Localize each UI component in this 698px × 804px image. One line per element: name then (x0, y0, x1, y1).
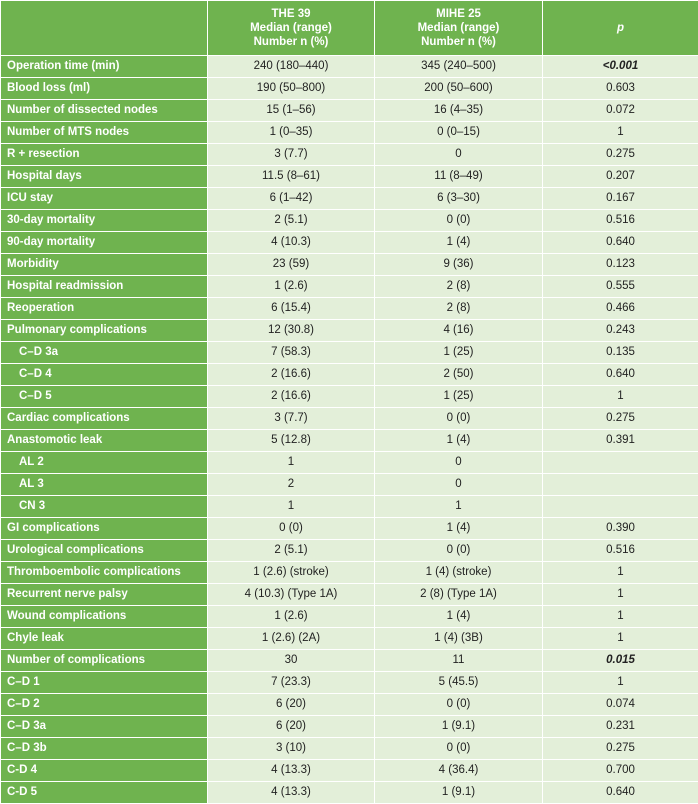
table-row (1, 430, 698, 452)
table-row (1, 56, 698, 78)
table-row (1, 562, 698, 584)
p-value-cell: 1 (543, 562, 698, 584)
table-row (1, 122, 698, 144)
row-label: Number of MTS nodes (1, 122, 208, 144)
header-mihe-25-number: Number n (%) (379, 35, 538, 49)
table-row (1, 166, 698, 188)
mihe-value-cell: 2 (8) (Type 1A) (375, 584, 543, 606)
row-label: Reoperation (1, 298, 208, 320)
row-label: Hospital days (1, 166, 208, 188)
row-label: Blood loss (ml) (1, 78, 208, 100)
p-value-cell: 0.466 (543, 298, 698, 320)
header-the-39-title: THE 39 (212, 7, 370, 21)
the-value-cell: 2 (208, 474, 375, 496)
table-row (1, 364, 698, 386)
mihe-value-cell: 0 (0–15) (375, 122, 543, 144)
table-row (1, 694, 698, 716)
table-header (1, 1, 698, 56)
mihe-value-cell: 1 (9.1) (375, 782, 543, 804)
the-value-cell: 4 (10.3) (208, 232, 375, 254)
the-value-cell: 4 (13.3) (208, 760, 375, 782)
row-label: Number of dissected nodes (1, 100, 208, 122)
the-value-cell: 190 (50–800) (208, 78, 375, 100)
table-row (1, 232, 698, 254)
p-value-cell: 0.391 (543, 430, 698, 452)
header-mihe-25 (375, 1, 543, 56)
table-row (1, 298, 698, 320)
the-value-cell: 23 (59) (208, 254, 375, 276)
row-label: C–D 3a (1, 342, 208, 364)
header-mihe-25-median: Median (range) (379, 21, 538, 35)
the-value-cell: 1 (2.6) (208, 276, 375, 298)
table-row (1, 628, 698, 650)
row-label: Chyle leak (1, 628, 208, 650)
p-value-cell: 0.231 (543, 716, 698, 738)
row-label: Operation time (min) (1, 56, 208, 78)
table-row (1, 496, 698, 518)
p-value-cell: 0.390 (543, 518, 698, 540)
table-row (1, 606, 698, 628)
row-label: C-D 4 (1, 760, 208, 782)
the-value-cell: 3 (7.7) (208, 144, 375, 166)
row-label: C–D 3a (1, 716, 208, 738)
mihe-value-cell: 2 (8) (375, 276, 543, 298)
the-value-cell: 240 (180–440) (208, 56, 375, 78)
p-value-cell: 0.603 (543, 78, 698, 100)
the-value-cell: 11.5 (8–61) (208, 166, 375, 188)
row-label: Pulmonary complications (1, 320, 208, 342)
table-row (1, 452, 698, 474)
table-row (1, 100, 698, 122)
table-row (1, 320, 698, 342)
mihe-value-cell: 0 (375, 144, 543, 166)
mihe-value-cell: 0 (0) (375, 210, 543, 232)
p-value-cell: 0.074 (543, 694, 698, 716)
p-value-cell: 1 (543, 606, 698, 628)
mihe-value-cell: 11 (8–49) (375, 166, 543, 188)
header-mihe-25-title: MIHE 25 (379, 7, 538, 21)
header-p-value: p (543, 1, 698, 56)
row-label: C–D 3b (1, 738, 208, 760)
mihe-value-cell: 200 (50–600) (375, 78, 543, 100)
p-value-cell: 0.555 (543, 276, 698, 298)
row-label: C-D 5 (1, 782, 208, 804)
the-value-cell: 4 (10.3) (Type 1A) (208, 584, 375, 606)
table-row (1, 78, 698, 100)
mihe-value-cell: 0 (0) (375, 738, 543, 760)
mihe-value-cell: 1 (4) (375, 606, 543, 628)
row-label: C–D 4 (1, 364, 208, 386)
mihe-value-cell: 1 (4) (stroke) (375, 562, 543, 584)
table-body (1, 56, 698, 804)
table-row (1, 254, 698, 276)
mihe-value-cell: 6 (3–30) (375, 188, 543, 210)
the-value-cell: 6 (20) (208, 694, 375, 716)
table-row (1, 760, 698, 782)
table-row (1, 738, 698, 760)
table-row (1, 276, 698, 298)
mihe-value-cell: 345 (240–500) (375, 56, 543, 78)
mihe-value-cell: 1 (4) (375, 518, 543, 540)
header-row (1, 1, 698, 56)
table-row (1, 540, 698, 562)
row-label: GI complications (1, 518, 208, 540)
table-row (1, 210, 698, 232)
p-value-cell: 1 (543, 584, 698, 606)
the-value-cell: 1 (2.6) (stroke) (208, 562, 375, 584)
table-row (1, 144, 698, 166)
row-label: Wound complications (1, 606, 208, 628)
table-row (1, 716, 698, 738)
the-value-cell: 5 (12.8) (208, 430, 375, 452)
mihe-value-cell: 2 (8) (375, 298, 543, 320)
table-row (1, 408, 698, 430)
row-label: CN 3 (1, 496, 208, 518)
p-value-cell: 1 (543, 122, 698, 144)
mihe-value-cell: 1 (9.1) (375, 716, 543, 738)
p-value-cell: 0.275 (543, 738, 698, 760)
table-row (1, 672, 698, 694)
the-value-cell: 1 (208, 452, 375, 474)
the-value-cell: 0 (0) (208, 518, 375, 540)
mihe-value-cell: 4 (36.4) (375, 760, 543, 782)
p-value-cell: 0.072 (543, 100, 698, 122)
row-label: Number of complications (1, 650, 208, 672)
the-value-cell: 2 (16.6) (208, 386, 375, 408)
mihe-value-cell: 1 (4) (3B) (375, 628, 543, 650)
row-label: C–D 5 (1, 386, 208, 408)
p-value-cell: 0.167 (543, 188, 698, 210)
the-value-cell: 4 (13.3) (208, 782, 375, 804)
mihe-value-cell: 5 (45.5) (375, 672, 543, 694)
mihe-value-cell: 1 (25) (375, 386, 543, 408)
table-row (1, 518, 698, 540)
header-the-39-median: Median (range) (212, 21, 370, 35)
the-value-cell: 6 (15.4) (208, 298, 375, 320)
table-row (1, 782, 698, 804)
row-label: ICU stay (1, 188, 208, 210)
the-value-cell: 1 (0–35) (208, 122, 375, 144)
the-value-cell: 1 (2.6) (208, 606, 375, 628)
p-value-cell: 0.135 (543, 342, 698, 364)
row-label: C–D 1 (1, 672, 208, 694)
row-label: AL 3 (1, 474, 208, 496)
header-the-39-number: Number n (%) (212, 35, 370, 49)
row-label: 30-day mortality (1, 210, 208, 232)
the-value-cell: 2 (16.6) (208, 364, 375, 386)
p-value-cell: 1 (543, 628, 698, 650)
mihe-value-cell: 0 (375, 474, 543, 496)
mihe-value-cell: 1 (4) (375, 232, 543, 254)
p-value-cell: 0.640 (543, 782, 698, 804)
mihe-value-cell: 4 (16) (375, 320, 543, 342)
row-label: Morbidity (1, 254, 208, 276)
mihe-value-cell: 2 (50) (375, 364, 543, 386)
header-corner-cell (1, 1, 208, 56)
table-row (1, 474, 698, 496)
p-value-cell: 0.275 (543, 144, 698, 166)
table-row (1, 386, 698, 408)
row-label: R + resection (1, 144, 208, 166)
the-value-cell: 1 (208, 496, 375, 518)
p-value-cell: <0.001 (543, 56, 698, 78)
p-value-cell: 1 (543, 672, 698, 694)
the-value-cell: 3 (7.7) (208, 408, 375, 430)
p-value-cell: 0.015 (543, 650, 698, 672)
p-value-cell: 0.207 (543, 166, 698, 188)
mihe-value-cell: 1 (4) (375, 430, 543, 452)
the-value-cell: 7 (58.3) (208, 342, 375, 364)
the-value-cell: 15 (1–56) (208, 100, 375, 122)
p-value-cell: 0.275 (543, 408, 698, 430)
table-row (1, 342, 698, 364)
mihe-value-cell: 11 (375, 650, 543, 672)
row-label: AL 2 (1, 452, 208, 474)
table-row (1, 650, 698, 672)
the-value-cell: 3 (10) (208, 738, 375, 760)
p-value-cell (543, 496, 698, 518)
table-row (1, 584, 698, 606)
p-value-cell: 0.516 (543, 540, 698, 562)
p-value-cell: 0.640 (543, 232, 698, 254)
the-value-cell: 2 (5.1) (208, 210, 375, 232)
row-label: Recurrent nerve palsy (1, 584, 208, 606)
mihe-value-cell: 1 (375, 496, 543, 518)
p-value-cell: 0.243 (543, 320, 698, 342)
mihe-value-cell: 0 (375, 452, 543, 474)
mihe-value-cell: 0 (0) (375, 540, 543, 562)
row-label: Urological complications (1, 540, 208, 562)
row-label: Hospital readmission (1, 276, 208, 298)
mihe-value-cell: 9 (36) (375, 254, 543, 276)
p-value-cell: 0.640 (543, 364, 698, 386)
row-label: 90-day mortality (1, 232, 208, 254)
the-value-cell: 7 (23.3) (208, 672, 375, 694)
the-value-cell: 12 (30.8) (208, 320, 375, 342)
mihe-value-cell: 1 (25) (375, 342, 543, 364)
row-label: Cardiac complications (1, 408, 208, 430)
row-label: Anastomotic leak (1, 430, 208, 452)
the-value-cell: 30 (208, 650, 375, 672)
the-value-cell: 6 (20) (208, 716, 375, 738)
p-value-cell (543, 452, 698, 474)
table-row (1, 188, 698, 210)
p-value-cell: 0.123 (543, 254, 698, 276)
row-label: Thromboembolic complications (1, 562, 208, 584)
mihe-value-cell: 0 (0) (375, 694, 543, 716)
header-the-39 (208, 1, 375, 56)
p-value-cell: 0.516 (543, 210, 698, 232)
the-value-cell: 2 (5.1) (208, 540, 375, 562)
mihe-value-cell: 16 (4–35) (375, 100, 543, 122)
the-value-cell: 1 (2.6) (2A) (208, 628, 375, 650)
p-value-cell (543, 474, 698, 496)
mihe-value-cell: 0 (0) (375, 408, 543, 430)
p-value-cell: 1 (543, 386, 698, 408)
p-value-cell: 0.700 (543, 760, 698, 782)
the-value-cell: 6 (1–42) (208, 188, 375, 210)
row-label: C–D 2 (1, 694, 208, 716)
